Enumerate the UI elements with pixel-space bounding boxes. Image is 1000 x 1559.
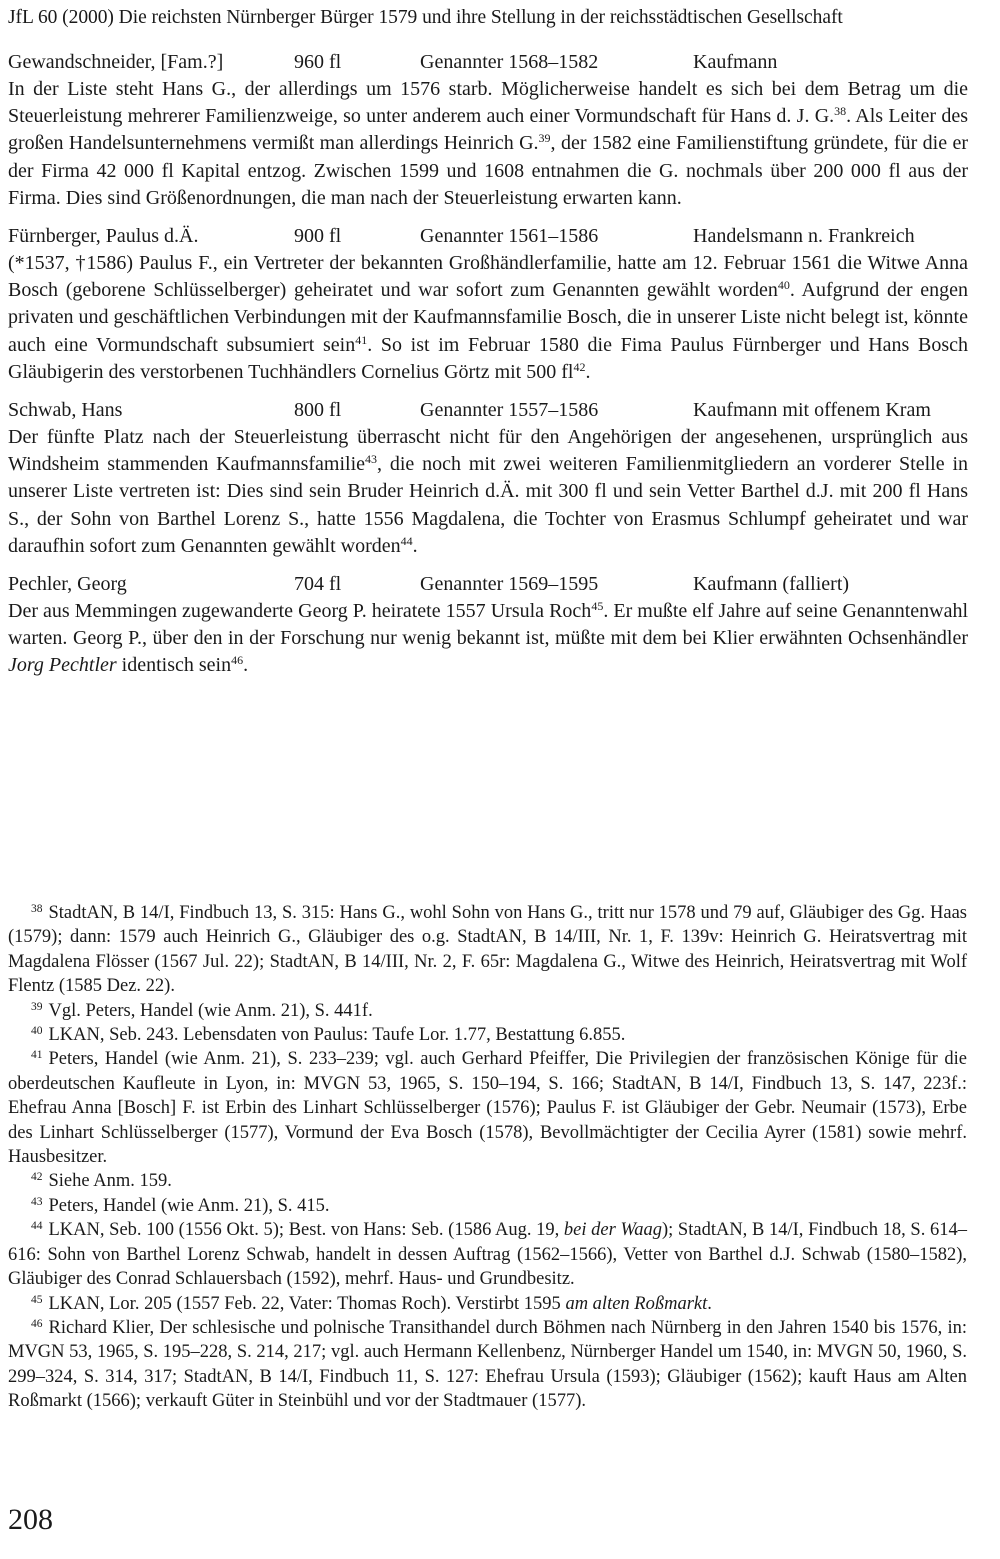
- text-run: . So ist im Februar 1580 die Fima Paulus Fürnberger und Hans Bosch Gläubigerin des verstorbenen Tuchhändlers Cornelius Görtz mit 500 fl: [8, 333, 968, 383]
- text-run: .: [707, 1293, 712, 1314]
- entry-term: Genannter 1568–1582: [420, 51, 599, 73]
- footnote-reference: 38: [834, 104, 847, 119]
- footnotes: [8, 901, 967, 1414]
- entry-header-row: [8, 571, 968, 598]
- entry-paragraph: [8, 424, 968, 560]
- text-run: Peters, Handel (wie Anm. 21), S. 415.: [48, 1195, 330, 1216]
- footnote: [8, 1194, 967, 1218]
- italic-text: bei der Waag: [563, 1220, 662, 1241]
- entry-header-row: [8, 397, 968, 424]
- text-run: (*1537, †1586) Paulus F., ein Vertreter der bekannten Großhändlerfamilie, hatte am 12. Februar 1561 die Witwe Anna Bosch (geborene Schlüsselberger) geheiratet und war sofort zum Genannten gewählt worden: [8, 252, 968, 302]
- footnote-number: 38: [31, 903, 43, 915]
- text-run: Der fünfte Platz nach der Steuerleistung überrascht nicht für den Angehörigen der angesehenen, ursprünglich aus Windsheim stammenden Kaufmannsfamilie: [8, 426, 968, 476]
- footnote: [8, 1292, 967, 1316]
- footnote-reference: 42: [573, 359, 586, 374]
- entry-header-row: [8, 223, 968, 250]
- person-entry: [8, 223, 968, 386]
- italic-text: Jorg Pechtler: [8, 654, 117, 677]
- text-run: LKAN, Seb. 100 (1556 Okt. 5); Best. von Hans: Seb. (1586 Aug. 19,: [48, 1220, 564, 1241]
- text-run: LKAN, Seb. 243. Lebensdaten von Paulus: Taufe Lor. 1.77, Bestattung 6.855.: [48, 1025, 626, 1046]
- footnote: [8, 1023, 967, 1047]
- text-run: . Als Leiter des großen Handelsunternehmens vermißt man allerdings Heinrich G.: [8, 105, 968, 155]
- footnote-reference: 43: [365, 452, 378, 467]
- italic-text: am alten Roßmarkt: [565, 1293, 708, 1314]
- text-run: Richard Klier, Der schlesische und polnische Transithandel durch Böhmen nach Nürnberg in den Jahren 1540 bis 1576, in: MVGN 53, 1965, S. 195–228, S. 214, 217; vgl. auch Hermann Kellenbenz, Nürnberger Handel um 1540, in: MVGN 50, 1960, S. 299–324, S. 314, 317; StadtAN, B 14/I, Findbuch 11, S. 127: Ehefrau Ursula (1593); Gläubiger (1562); kauft Haus am Alten Roßmarkt (1566); verkauft Güter in Steinbühl und vor der Stadtmauer (1577).: [8, 1317, 967, 1412]
- text-run: StadtAN, B 14/I, Findbuch 13, S. 315: Hans G., wohl Sohn von Hans G., tritt nur 1578 und 79 auf, Gläubiger des Gg. Haas (1579); dann: 1579 auch Heinrich G., Gläubiger des o.g. StadtAN, B 14/III, Nr. 1, F. 139v: Heinrich G. Heiratsvertrag mit Magdalena Flösser (1567 Jul. 22); StadtAN, B 14/III, Nr. 2, F. 65r: Magdalena G., Witwe des Heinrich, Heiratsvertrag mit Wolf Flentz (1585 Dez. 22).: [8, 903, 967, 997]
- entry-name: Schwab, Hans: [8, 399, 123, 422]
- text-run: .: [412, 534, 418, 557]
- entry-role: Kaufmann: [693, 51, 778, 73]
- text-run: ); StadtAN, B 14/I, Findbuch 18, S. 614–616: Sohn von Barthel Lorenz Schwab, handelt in dessen Auftrag (1562–1566), Vetter von Barthel d.J. Schwab (1580–1582), Gläubiger des Conrad Schlauersbach (1592), mehrf. Haus- und Grundbesitz.: [8, 1220, 967, 1290]
- text-run: Peters, Handel (wie Anm. 21), S. 233–239; vgl. auch Gerhard Pfeiffer, Die Privilegien der französischen Könige für die oberdeutschen Kaufleute in Lyon, in: MVGN 53, 1965, S. 150–194, S. 166; StadtAN, B 14/I, Findbuch 13, S. 147, 223f.: Ehefrau Anna [Bosch] F. ist Erbin des Linhart Schlüsselberger (1576); Paulus F. ist Gläubiger der Gebr. Neumair (1573), Erbe des Linhart Schlüsselberger (1577), Vormund der Eva Bosch (1578), Bevollmächtigter der Cecilia Ayrer (1581) sowie mehrf. Hausbesitzer.: [8, 1049, 967, 1168]
- footnote-number: 44: [31, 1220, 43, 1233]
- entry-role: Kaufmann mit offenem Kram: [693, 399, 931, 422]
- entry-term: Genannter 1557–1586: [420, 399, 599, 422]
- text-run: LKAN, Lor. 205 (1557 Feb. 22, Vater: Thomas Roch). Verstirbt 1595: [48, 1293, 566, 1314]
- entry-name: Pechler, Georg: [8, 573, 127, 596]
- footnote-number: 43: [31, 1195, 43, 1208]
- entry-amount: 960 fl: [294, 51, 342, 73]
- entry-header-row: [8, 49, 968, 76]
- footnote: [8, 1047, 967, 1169]
- footnote: [8, 1169, 967, 1193]
- text-run: .: [243, 654, 249, 677]
- entry-amount: 800 fl: [294, 399, 342, 422]
- entry-name: Fürnberger, Paulus d.Ä.: [8, 225, 199, 248]
- footnote-number: 46: [31, 1317, 43, 1330]
- text-run: . Er mußte elf Jahre auf seine Genanntenwahl warten. Georg P., über den in der Forschung nur wenig bekannt ist, müßte mit dem bei Klier erwähnten Ochsenhändler: [8, 600, 969, 650]
- footnote-number: 39: [31, 1000, 43, 1013]
- entry-paragraph: [8, 76, 968, 212]
- text-run: Siehe Anm. 159.: [48, 1171, 172, 1192]
- entry-paragraph: [8, 598, 968, 680]
- page-number: 208: [8, 1503, 53, 1536]
- footnote-reference: 40: [777, 278, 790, 293]
- text-run: Der aus Memmingen zugewanderte Georg P. heiratete 1557 Ursula Roch: [8, 600, 592, 623]
- text-run: .: [585, 360, 591, 383]
- footnote-reference: 44: [400, 533, 413, 548]
- running-head: JfL 60 (2000) Die reichsten Nürnberger Bürger 1579 und ihre Stellung in der reichsstädtischen Gesellschaft: [8, 7, 843, 28]
- entry-term: Genannter 1569–1595: [420, 573, 599, 596]
- entry-amount: 900 fl: [294, 225, 342, 248]
- person-entry: [8, 571, 968, 680]
- footnote-reference: 46: [231, 653, 244, 668]
- footnote: [8, 999, 967, 1023]
- footnote-reference: 45: [591, 599, 604, 614]
- entry-role: Handelsmann n. Frankreich: [693, 225, 915, 248]
- footnote-reference: 41: [355, 332, 368, 347]
- entry-list: [8, 49, 968, 680]
- person-entry: [8, 397, 968, 560]
- text-run: , die noch mit zwei weiteren Familienmitgliedern an vorderer Stelle in unserer Liste vertreten ist: Dies sind sein Bruder Heinrich d.Ä. mit 300 fl und sein Vetter Barthel d.J. mit 200 fl Hans S., der Sohn von Barthel Lorenz S., hatte 1556 Magdalena, die Tochter von Erasmus Schlumpf geheiratet und war daraufhin sofort zum Genannten gewählt worden: [8, 453, 968, 557]
- footnote: [8, 1218, 967, 1291]
- person-entry: [8, 49, 968, 212]
- page-content: [8, 6, 968, 691]
- footnote-number: 45: [31, 1293, 43, 1306]
- footnote-number: 40: [31, 1025, 43, 1038]
- entry-name: Gewandschneider, [Fam.?]: [8, 51, 224, 73]
- entry-amount: 704 fl: [294, 573, 342, 596]
- text-run: . Aufgrund der engen privaten und geschäftlichen Verbindungen mit der Kaufmannsfamilie Bosch, die in unserer Liste nicht belegt ist, könnte auch eine Vormundschaft subsumiert sein: [8, 279, 968, 356]
- footnote-number: 42: [31, 1171, 43, 1184]
- entry-paragraph: [8, 250, 968, 386]
- text-run: , der 1582 eine Familienstiftung gründete, für die er der Firma 42 000 fl Kapital entzog. Zwischen 1599 und 1608 entnahmen die G. nochmals über 200 000 fl aus der Firma. Dies sind Größenordnungen, die man nach der Steuerleistung erwarten kann.: [8, 132, 969, 209]
- entry-term: Genannter 1561–1586: [420, 225, 599, 248]
- text-run: identisch sein: [116, 654, 232, 677]
- footnote: [8, 1316, 967, 1414]
- footnote-reference: 39: [538, 131, 551, 146]
- footnote: [8, 901, 967, 999]
- entry-role: Kaufmann (falliert): [693, 573, 850, 596]
- text-run: Vgl. Peters, Handel (wie Anm. 21), S. 441f.: [48, 1000, 373, 1021]
- footnote-number: 41: [31, 1049, 43, 1062]
- text-run: In der Liste steht Hans G., der allerdings um 1576 starb. Möglicherweise handelt es sich bei dem Betrag um die Steuerleistung mehrerer Familienzweige, so unter anderem auch einer Vormundschaft für Hans d. J. G.: [8, 78, 968, 128]
